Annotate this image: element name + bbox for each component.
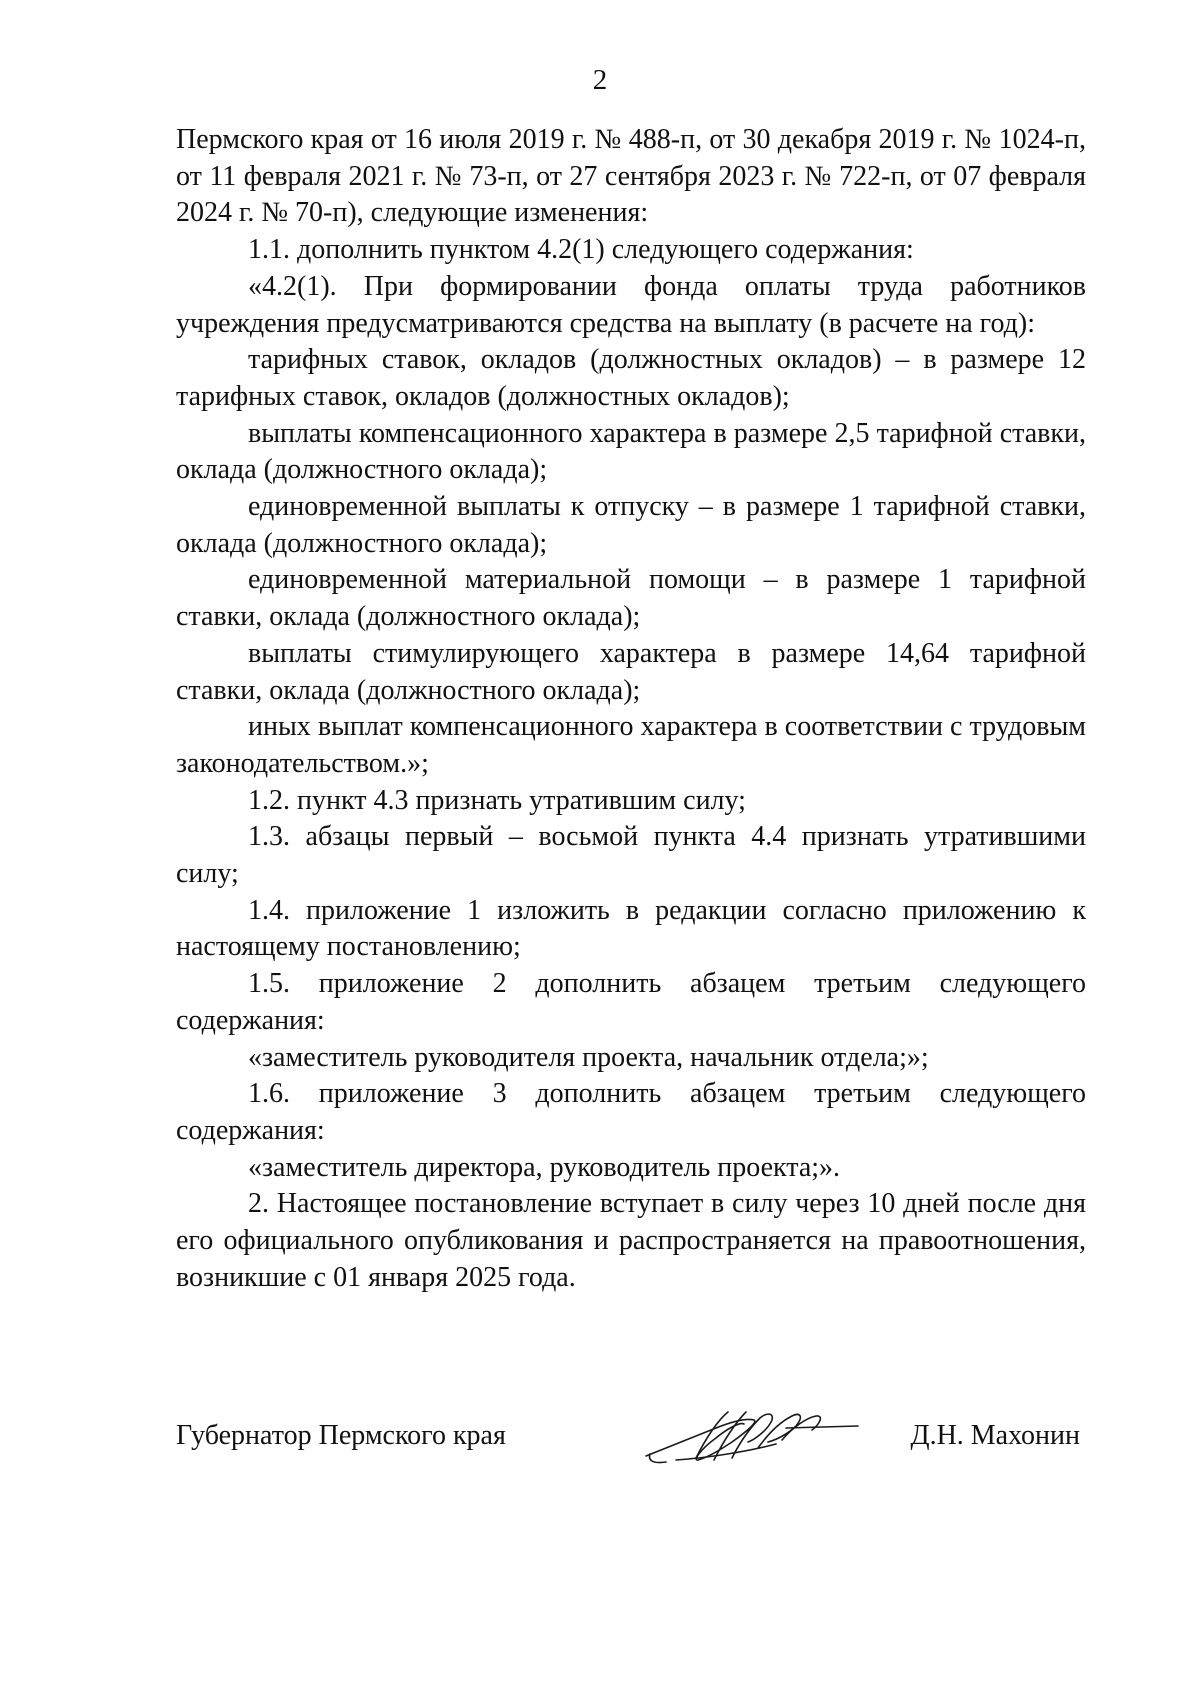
paragraph-tariff-rates: тарифных ставок, окладов (должностных окладов) – в размере 12 тарифных ставок, окладов (должностных окладов); bbox=[176, 344, 1086, 412]
paragraph-item-1-5: 1.5. приложение 2 дополнить абзацем третьим следующего содержания: bbox=[176, 968, 1086, 1036]
paragraph-other-payments: иных выплат компенсационного характера в соответствии с трудовым законодательством.»; bbox=[176, 711, 1086, 779]
document-body bbox=[176, 122, 1086, 1297]
paragraph-item-1-5-quote: «заместитель руководителя проекта, начальник отдела;»; bbox=[248, 1041, 929, 1073]
paragraph-vacation-payment: единовременной выплаты к отпуску – в размере 1 тарифной ставки, оклада (должностного оклада); bbox=[176, 491, 1086, 559]
paragraph-item-1-6-quote: «заместитель директора, руководитель проекта;». bbox=[248, 1151, 841, 1183]
handwritten-signature bbox=[636, 1398, 866, 1478]
paragraph-compensation-payments: выплаты компенсационного характера в размере 2,5 тарифной ставки, оклада (должностного оклада); bbox=[176, 417, 1086, 486]
paragraph-amendment-references: Пермского края от 16 июля 2019 г. № 488-п, от 30 декабря 2019 г. № 1024-п, от 11 февраля 2021 г. № 73-п, от 27 сентября 2023 г. № 722-п, от 07 февраля 2024 г. № 70-п), следующие изменения: bbox=[176, 124, 1086, 229]
signer-position: Губернатор Пермского края bbox=[176, 1420, 506, 1451]
page-number: 2 bbox=[592, 64, 608, 96]
paragraph-item-2-effective-date: 2. Настоящее постановление вступает в силу через 10 дней после дня его официального опубликования и распространяется на правоотношения, возникшие с 01 января 2025 года. bbox=[176, 1188, 1086, 1293]
paragraph-clause-4-2-1: «4.2(1). При формировании фонда оплаты труда работников учреждения предусматриваются средства на выплату (в расчете на год): bbox=[176, 270, 1086, 339]
signer-name: Д.Н. Махонин bbox=[910, 1420, 1080, 1451]
paragraph-material-assistance: единовременной материальной помощи – в размере 1 тарифной ставки, оклада (должностного оклада); bbox=[176, 564, 1086, 633]
paragraph-item-1-3: 1.3. абзацы первый – восьмой пункта 4.4 признать утратившими силу; bbox=[176, 821, 1086, 890]
paragraph-item-1-1: 1.1. дополнить пунктом 4.2(1) следующего содержания: bbox=[248, 234, 914, 266]
paragraph-item-1-2: 1.2. пункт 4.3 признать утратившим силу; bbox=[248, 784, 746, 816]
paragraph-incentive-payments: выплаты стимулирующего характера в размере 14,64 тарифной ставки, оклада (должностного оклада); bbox=[176, 637, 1086, 706]
paragraph-item-1-6: 1.6. приложение 3 дополнить абзацем третьим следующего содержания: bbox=[176, 1078, 1086, 1146]
paragraph-item-1-4: 1.4. приложение 1 изложить в редакции согласно приложению к настоящему постановлению; bbox=[176, 894, 1086, 963]
